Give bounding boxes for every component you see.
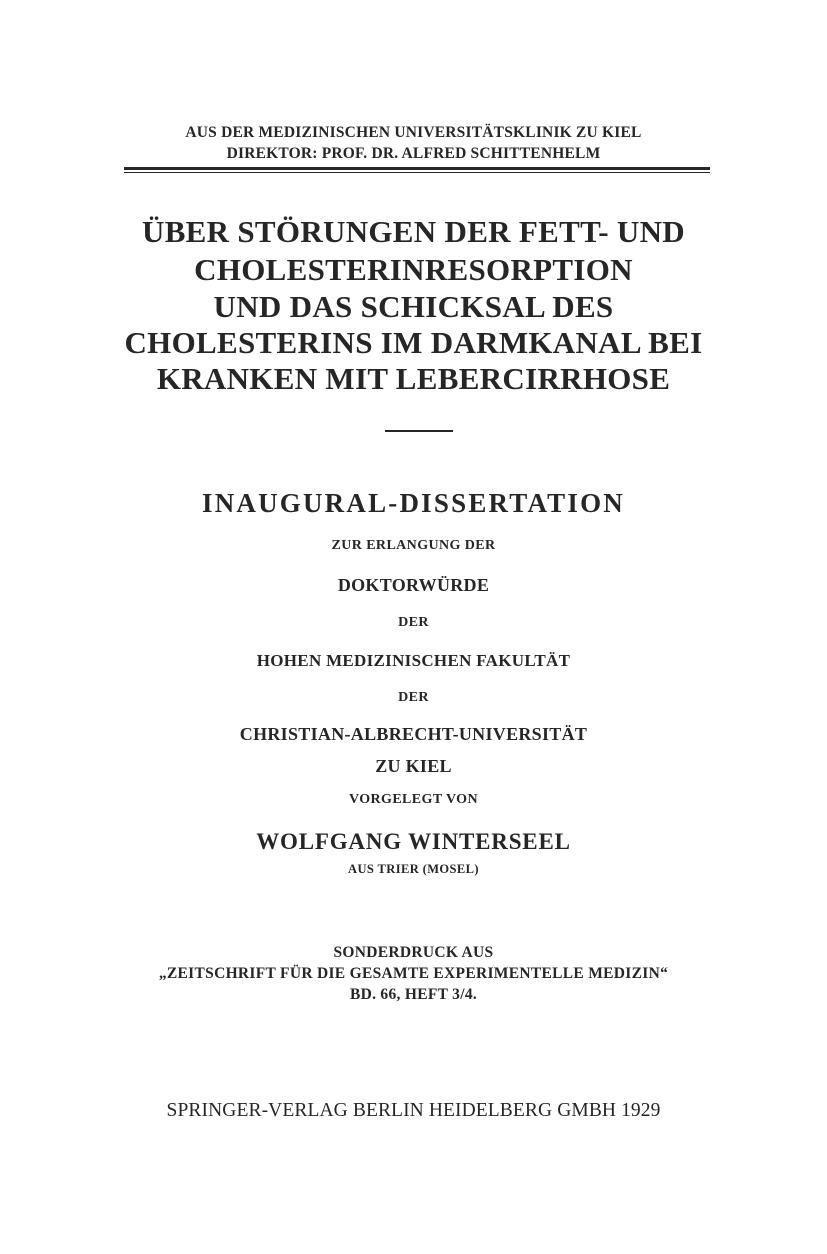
director-line: DIREKTOR: PROF. DR. ALFRED SCHITTENHELM (226, 145, 601, 162)
title-line-1: ÜBER STÖRUNGEN DER FETT- UND (142, 214, 685, 249)
dissertation-line-4: HOHEN MEDIZINISCHEN FAKULTÄT (256, 651, 571, 670)
title-line-2: CHOLESTERINRESORPTION (194, 252, 633, 287)
title-line-3: UND DAS SCHICKSAL DES (213, 289, 614, 324)
header-rule-top (124, 167, 710, 170)
title-line-5: KRANKEN MIT LEBERCIRRHOSE (156, 361, 671, 396)
dissertation-line-2: DOKTORWÜRDE (337, 575, 490, 595)
dissertation-line-8: VORGELEGT VON (349, 792, 478, 807)
title-line-4: CHOLESTERINS IM DARMKANAL BEI (124, 325, 703, 360)
author-origin: AUS TRIER (MOSEL) (348, 862, 479, 876)
dissertation-line-5: DER (398, 690, 429, 705)
clinic-line: AUS DER MEDIZINISCHEN UNIVERSITÄTSKLINIK ZU KIEL (185, 124, 642, 141)
title-divider (385, 430, 453, 432)
dissertation-line-7: ZU KIEL (375, 756, 452, 776)
dissertation-line-1: ZUR ERLANGUNG DER (331, 538, 496, 553)
publisher-imprint: SPRINGER-VERLAG BERLIN HEIDELBERG GMBH 1929 (166, 1100, 661, 1121)
dissertation-line-3: DER (398, 615, 429, 630)
author-name: WOLFGANG WINTERSEEL (256, 829, 571, 854)
reprint-line-1: SONDERDRUCK AUS (333, 944, 494, 961)
reprint-line-3: BD. 66, HEFT 3/4. (349, 986, 478, 1003)
dissertation-line-6: CHRISTIAN-ALBRECHT-UNIVERSITÄT (239, 724, 588, 744)
reprint-line-2: „ZEITSCHRIFT FÜR DIE GESAMTE EXPERIMENTELLE MEDIZIN“ (158, 965, 669, 982)
header-rule-bottom (124, 172, 710, 173)
dissertation-title: INAUGURAL-DISSERTATION (201, 488, 625, 518)
